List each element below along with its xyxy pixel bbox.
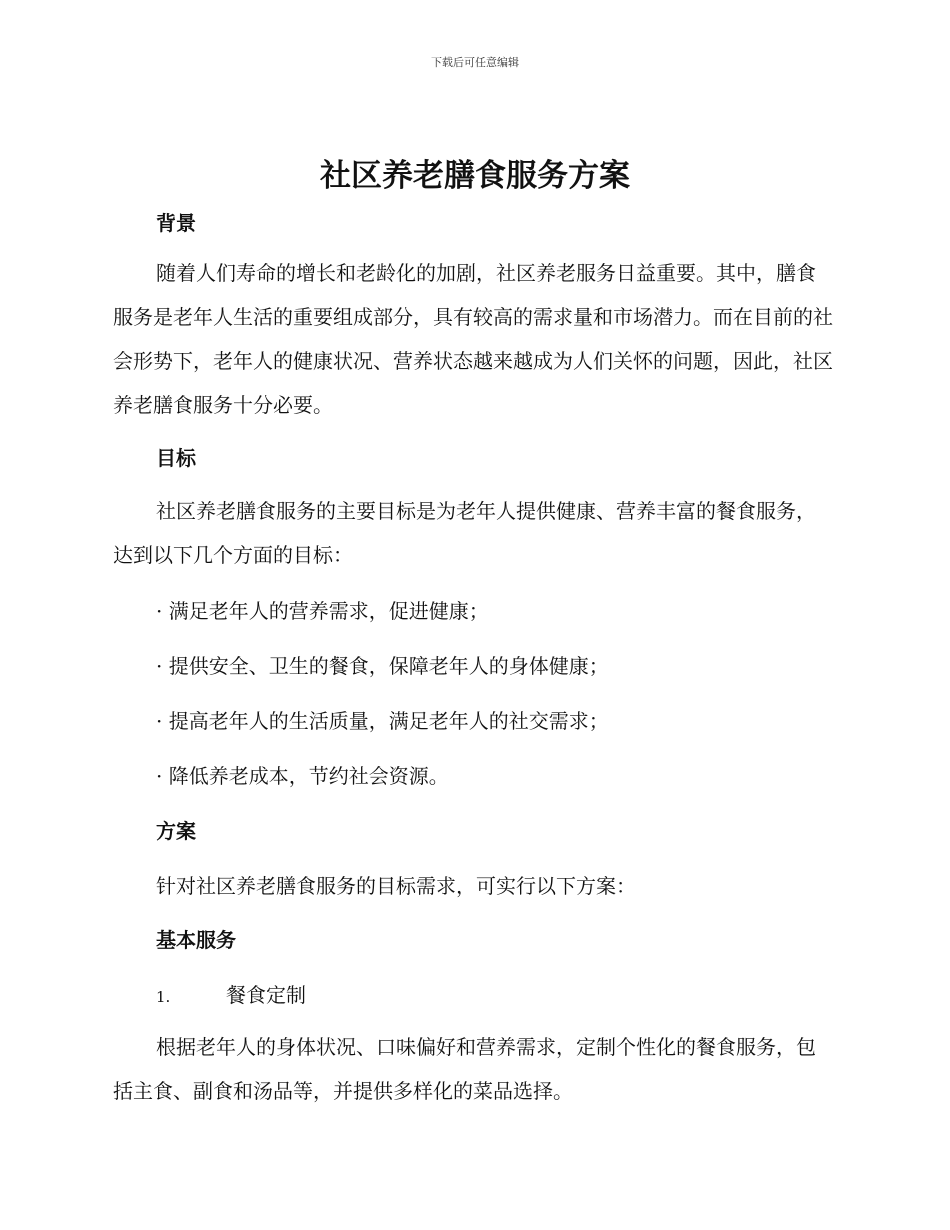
- paragraph-item1: [113, 1025, 833, 1113]
- heading-goal: 目标: [156, 446, 196, 470]
- paragraph-goal-text: 社区养老膳食服务的主要目标是为老年人提供健康、营养丰富的餐食服务，达到以下几个方面的目标：: [113, 499, 816, 567]
- goal-item: · 降低养老成本，节约社会资源。: [156, 764, 449, 788]
- paragraph-background: [113, 251, 833, 427]
- document-title: 社区养老膳食服务方案: [320, 158, 630, 194]
- numbered-item: [156, 979, 306, 1008]
- item-label: 餐食定制: [226, 983, 306, 1007]
- goal-item: · 提高老年人的生活质量，满足老年人的社交需求；: [156, 709, 609, 733]
- heading-basic-service: 基本服务: [156, 928, 236, 952]
- page-header: 下载后可任意编辑: [431, 56, 519, 69]
- goal-item: · 提供安全、卫生的餐食，保障老年人的身体健康；: [156, 654, 609, 678]
- paragraph-item1-text: 根据老年人的身体状况、口味偏好和营养需求，定制个性化的餐食服务，包括主食、副食和汤品等，并提供多样化的菜品选择。: [113, 1035, 816, 1103]
- goal-item: · 满足老年人的营养需求，促进健康；: [156, 599, 489, 623]
- paragraph-goal: [113, 489, 833, 577]
- heading-plan: 方案: [156, 819, 196, 843]
- paragraph-plan: 针对社区养老膳食服务的目标需求，可实行以下方案：: [156, 874, 636, 898]
- heading-background: 背景: [156, 211, 196, 235]
- paragraph-background-text: 随着人们寿命的增长和老龄化的加剧，社区养老服务日益重要。其中，膳食服务是老年人生活的重要组成部分，具有较高的需求量和市场潜力。而在目前的社会形势下，老年人的健康状况、营养状态越来越成为人们关怀的问题，因此，社区养老膳食服务十分必要。: [113, 261, 833, 417]
- item-number: 1.: [156, 988, 171, 1006]
